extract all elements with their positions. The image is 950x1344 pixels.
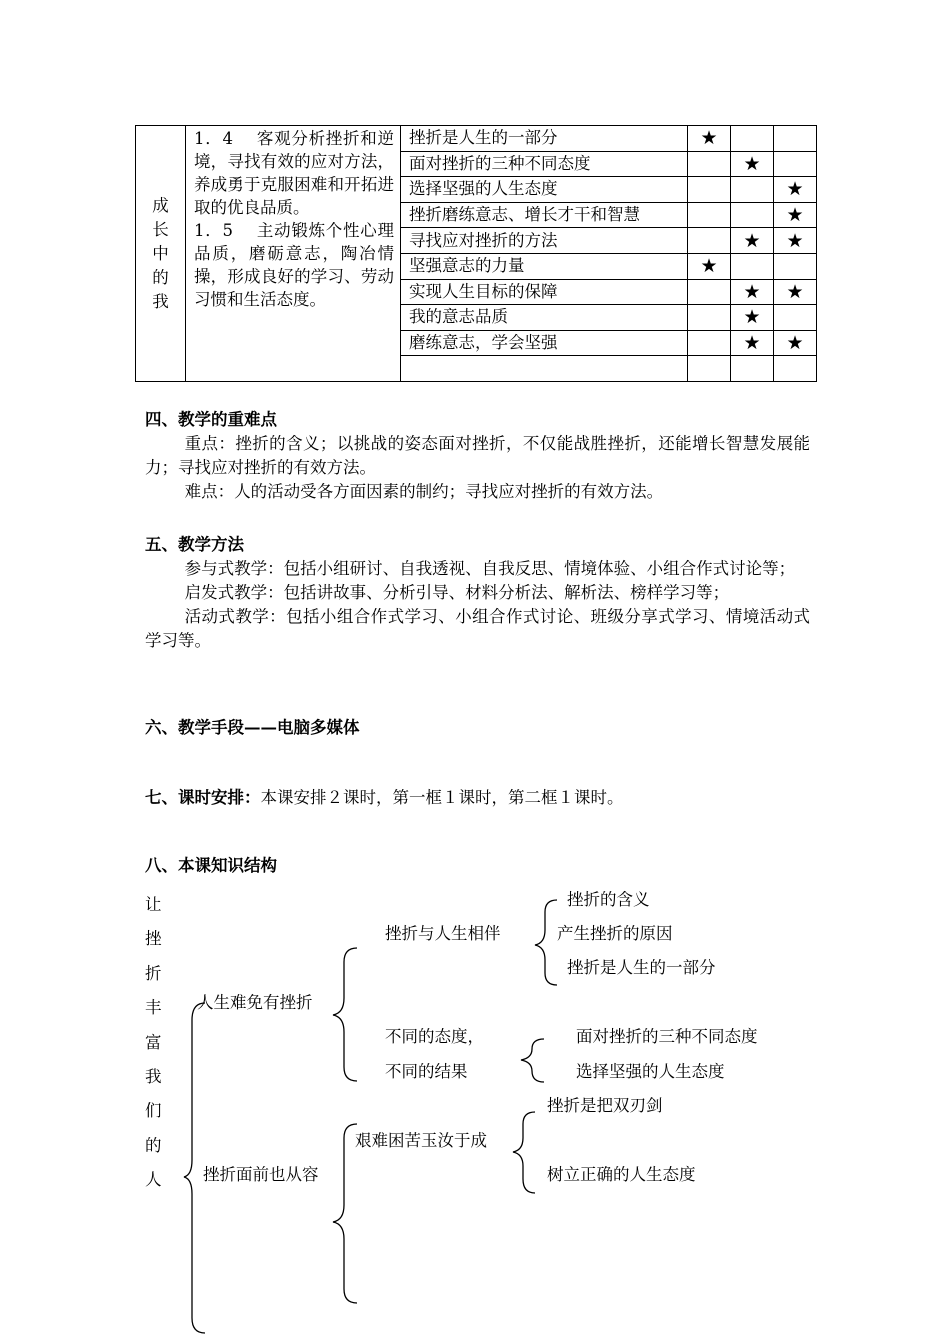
topic-cell: 实现人生目标的保障 [401, 279, 688, 305]
brace-b3 [513, 1112, 535, 1193]
paragraph: 难点：人的活动受各方面因素的制约；寻找应对挫折的有效方法。 [184, 482, 664, 501]
node-c5: 选择坚强的人生态度 [576, 1062, 725, 1081]
star-mark: ★ [774, 330, 817, 356]
title-char: 折 [145, 963, 162, 983]
goal-text: 1．5 主动锻炼个性心理品质，磨砺意志，陶冶情操，形成良好的学习、劳动习惯和生活态度。 [194, 221, 394, 309]
star-mark: ★ [731, 228, 774, 254]
title-char: 我 [145, 1066, 162, 1086]
category-char: 长 [152, 219, 169, 239]
node-c4: 面对挫折的三种不同态度 [576, 1027, 758, 1046]
brace-b2 [521, 1039, 544, 1082]
node-a1: 人生难免有挫折 [197, 993, 313, 1012]
node-c1: 挫折的含义 [567, 890, 650, 909]
brace-root [184, 1003, 205, 1333]
topic-cell: 选择坚强的人生态度 [401, 177, 688, 203]
title-char: 的 [145, 1135, 162, 1155]
node-c2: 产生挫折的原因 [557, 924, 673, 943]
star-mark: ★ [731, 330, 774, 356]
title-char: 挫 [145, 929, 162, 949]
star-mark: ★ [774, 228, 817, 254]
category-char: 的 [152, 267, 169, 287]
node-b2-line2: 不同的结果 [385, 1062, 468, 1081]
paragraph: 活动式教学：包括小组合作式学习、小组合作式讨论、班级分享式学习、情境活动式学习等。 [145, 607, 810, 650]
title-char: 们 [145, 1101, 162, 1121]
star-mark: ★ [688, 253, 731, 279]
topic-cell: 寻找应对挫折的方法 [401, 228, 688, 254]
node-b3: 艰难困苦玉汝于成 [355, 1131, 487, 1150]
topic-cell: 坚强意志的力量 [401, 253, 688, 279]
topic-cell: 挫折是人生的一部分 [401, 126, 688, 152]
node-b2-line1: 不同的态度， [385, 1027, 484, 1046]
topic-cell: 面对挫折的三种不同态度 [401, 151, 688, 177]
schedule-text: 本课安排２课时，第一框１课时，第二框１课时。 [260, 788, 624, 807]
star-mark: ★ [731, 151, 774, 177]
paragraph: 重点：挫折的含义；以挑战的姿态面对挫折，不仅能战胜挫折，还能增长智慧发展能力；寻找应对挫折的有效方法。 [145, 434, 810, 477]
section-heading: 四、教学的重难点 [145, 410, 277, 429]
category-char: 我 [152, 291, 169, 311]
brace-a2 [333, 1124, 357, 1303]
title-char: 人 [145, 1170, 162, 1190]
paragraph: 启发式教学：包括讲故事、分析引导、材料分析法、解析法、榜样学习等； [184, 583, 730, 602]
title-char: 让 [145, 895, 162, 914]
brace-b1 [535, 900, 557, 985]
star-mark: ★ [688, 126, 731, 152]
star-mark: ★ [731, 279, 774, 305]
section-heading: 七、课时安排： [145, 788, 261, 807]
category-char: 成 [152, 195, 169, 215]
brace-a1 [333, 948, 357, 1081]
section-heading: 六、教学手段——电脑多媒体 [145, 718, 360, 737]
star-mark: ★ [774, 202, 817, 228]
section-heading: 八、本课知识结构 [145, 856, 277, 875]
node-b1: 挫折与人生相伴 [385, 924, 501, 943]
topic-cell: 我的意志品质 [401, 305, 688, 331]
node-c7: 树立正确的人生态度 [547, 1165, 696, 1184]
goal-text: 1．4 客观分析挫折和逆境，寻找有效的应对方法，养成勇于克服困难和开拓进取的优良品质。 [194, 129, 394, 217]
topic-cell: 挫折磨练意志、增长才干和智慧 [401, 202, 688, 228]
topic-cell: 磨练意志，学会坚强 [401, 330, 688, 356]
title-char: 富 [145, 1032, 162, 1052]
star-mark: ★ [731, 305, 774, 331]
node-a2: 挫折面前也从容 [203, 1165, 319, 1184]
section-heading: 五、教学方法 [145, 535, 244, 554]
node-c3: 挫折是人生的一部分 [567, 958, 716, 977]
title-char: 丰 [145, 998, 162, 1018]
paragraph: 参与式教学：包括小组研讨、自我透视、自我反思、情境体验、小组合作式讨论等； [184, 559, 796, 578]
star-mark: ★ [774, 177, 817, 203]
category-char: 中 [152, 243, 169, 263]
star-mark: ★ [774, 279, 817, 305]
node-c6: 挫折是把双刃剑 [547, 1096, 663, 1115]
